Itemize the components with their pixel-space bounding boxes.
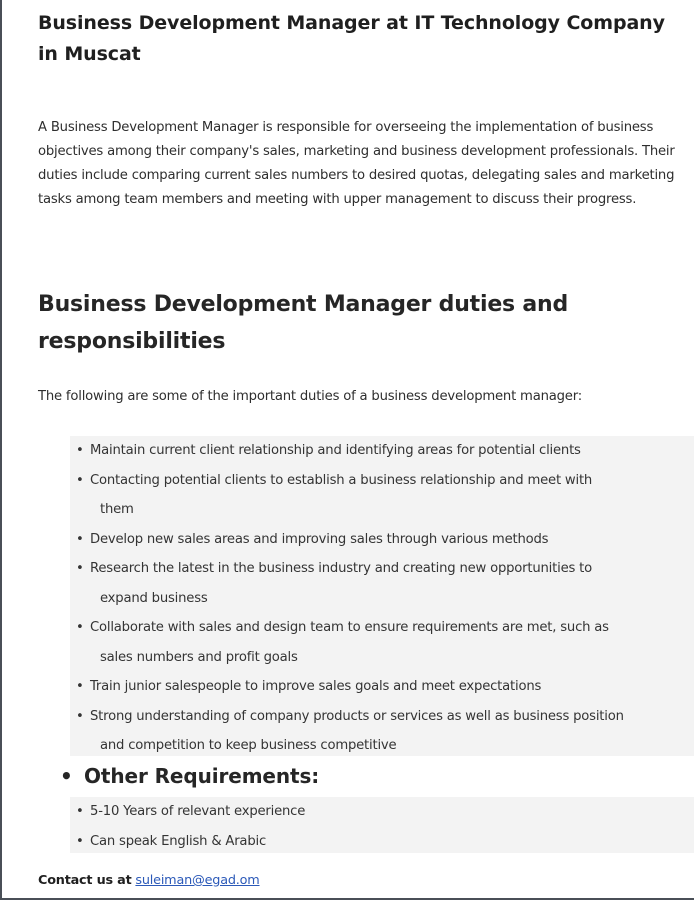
other-requirements-heading (60, 759, 319, 793)
bullet-icon: • (76, 804, 84, 819)
intro-paragraph: A Business Development Manager is responsible for overseeing the implementation of business objectives among their company's sales, marketing and business development professionals. Their duties include comparing current sales numbers to desired quotas, delegating sales and marketing tasks among team members and meeting with upper management to discuss their progress. (38, 120, 675, 207)
other-requirements-title: Other Requirements: (84, 764, 320, 788)
duty-text: Train junior salespeople to improve sales goals and meet expectations (90, 679, 542, 694)
list-item (70, 797, 694, 827)
duty-text-continuation: and competition to keep business competitive (100, 738, 397, 753)
bullet-icon: • (76, 443, 84, 458)
contact-label: Contact us at (38, 873, 132, 888)
list-item (70, 554, 694, 613)
bullet-icon: • (76, 833, 84, 849)
duty-text-continuation: sales numbers and profit goals (100, 649, 298, 665)
list-item (70, 827, 694, 857)
duty-text: Contacting potential clients to establish a business relationship and meet with (90, 472, 593, 488)
list-item (70, 702, 694, 761)
bullet-icon: • (76, 531, 84, 547)
bullet-icon: • (76, 561, 84, 576)
list-item (70, 436, 694, 466)
list-item (70, 613, 694, 672)
bullet-icon: • (60, 764, 73, 788)
list-item (70, 466, 694, 525)
duty-text: Develop new sales areas and improving sales through various methods (90, 531, 549, 547)
requirement-text: 5-10 Years of relevant experience (90, 804, 306, 819)
bullet-icon: • (76, 679, 84, 694)
bullet-icon: • (76, 620, 84, 635)
contact-line (38, 870, 260, 892)
list-item (70, 672, 694, 702)
duties-section-title: Business Development Manager duties and responsibilities (38, 292, 569, 354)
job-title: Business Development Manager at IT Technology Company in Muscat (38, 12, 665, 65)
duty-text: Research the latest in the business industry and creating new opportunities to (90, 561, 592, 576)
list-item (70, 525, 694, 555)
duties-list (70, 436, 694, 756)
duty-text: Collaborate with sales and design team to ensure requirements are met, such as (90, 620, 609, 635)
duty-text-continuation: expand business (100, 590, 208, 606)
duty-text: Strong understanding of company products or services as well as business position (90, 708, 624, 724)
requirements-list (70, 797, 694, 853)
requirement-text: Can speak English & Arabic (90, 833, 266, 849)
duties-lead-text: The following are some of the important duties of a business development manager: (38, 389, 582, 404)
contact-email-link[interactable]: suleiman@egad.om (135, 873, 260, 888)
duty-text: Maintain current client relationship and identifying areas for potential clients (90, 443, 581, 458)
duty-text-continuation: them (100, 502, 134, 517)
bullet-icon: • (76, 472, 84, 488)
bullet-icon: • (76, 708, 84, 724)
